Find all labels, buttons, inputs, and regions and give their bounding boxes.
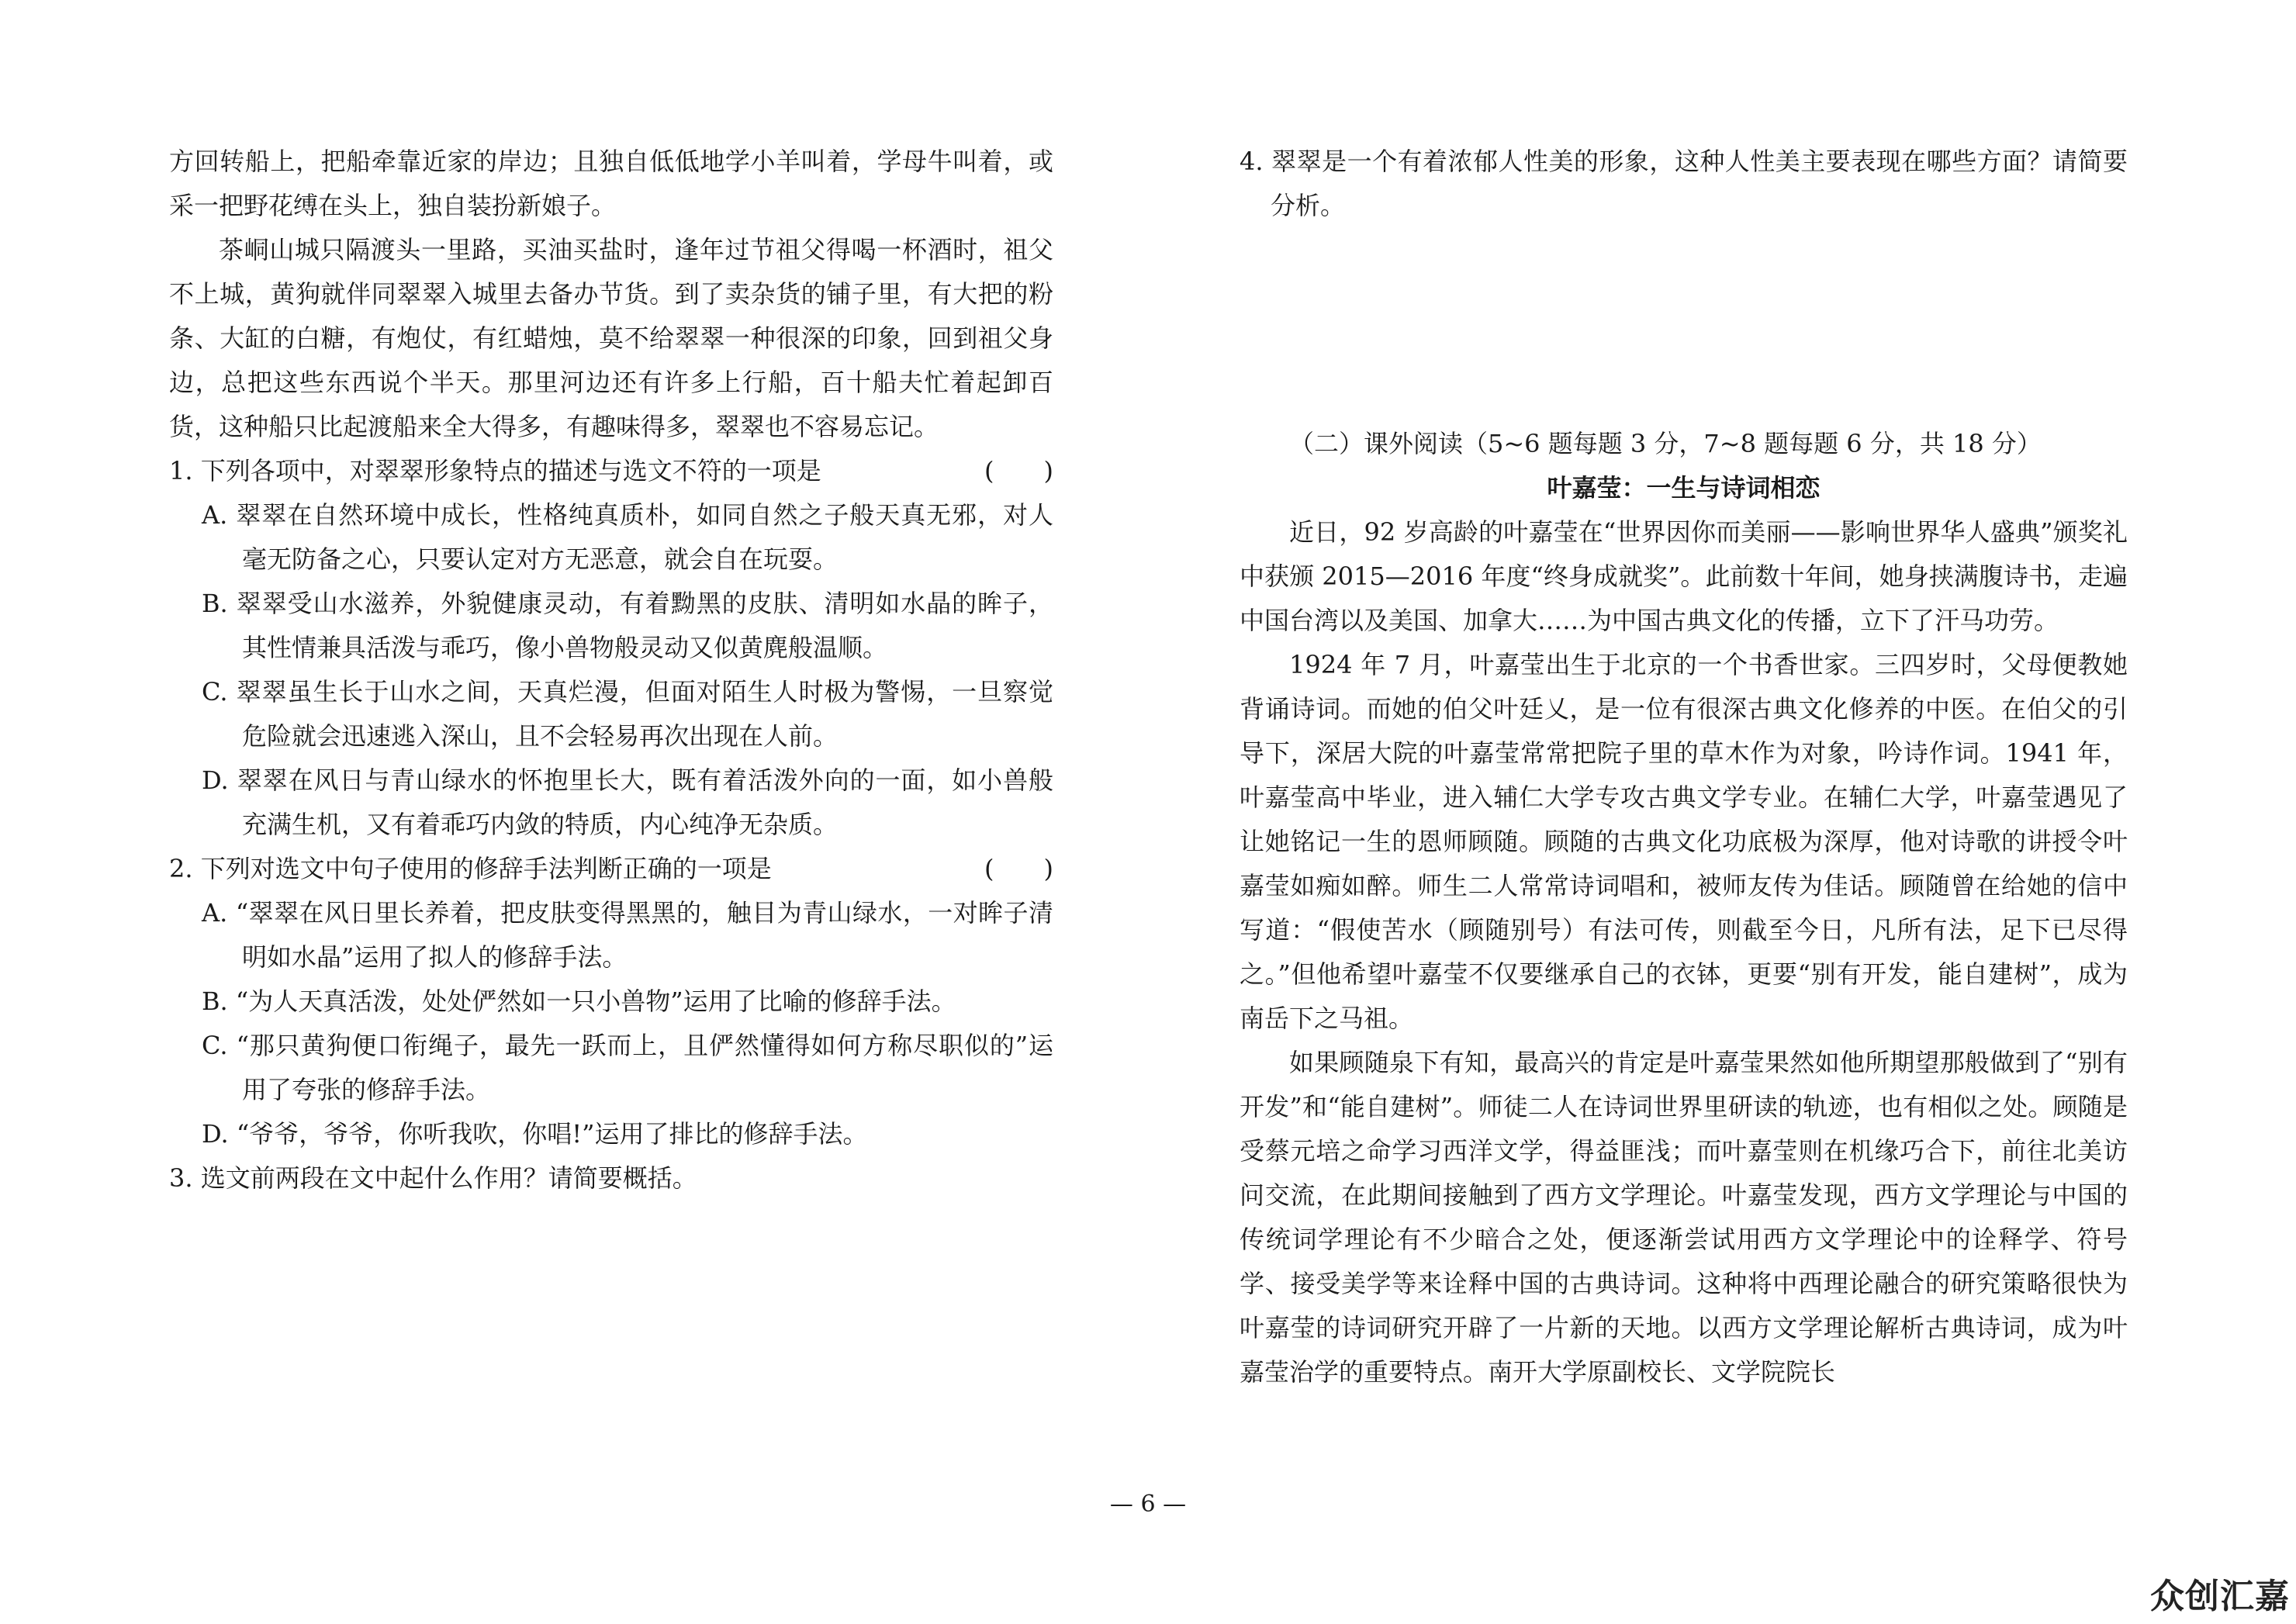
question-2-answer-bracket: ( ) [984,854,1053,883]
article-paragraph-1: 近日，92 岁高龄的叶嘉莹在“世界因你而美丽——影响世界华人盛典”颁奖礼中获颁 2015—2016 年度“终身成就奖”。此前数十年间，她身挟满腹诗书，走遍中国台湾以及美国、加拿大……为中国古典文化的传播，立下了汗马功劳。 [1240,517,2128,635]
passage-paragraph-1: 方回转船上，把船牵靠近家的岸边；且独自低低地学小羊叫着，学母牛叫着，或采一把野花缚在头上，独自装扮新娘子。 [169,147,1053,220]
question-2-option-a: A. “翠翠在风日里长养着，把皮肤变得黑黑的，触目为青山绿水，一对眸子清明如水晶”运用了拟人的修辞手法。 [202,898,1053,972]
left-column [169,140,1053,1201]
question-2-option-b: B. “为人天真活泼，处处俨然如一只小兽物”运用了比喻的修辞手法。 [202,986,956,1016]
question-1-option-c: C. 翠翠虽生长于山水之间，天真烂漫，但面对陌生人时极为警惕，一旦察觉危险就会迅速逃入深山，且不会轻易再次出现在人前。 [202,677,1053,751]
section-heading: （二）课外阅读（5~6 题每题 3 分，7~8 题每题 6 分，共 18 分） [1289,429,2042,458]
question-2-stem [169,847,1053,891]
question-1-option-b: B. 翠翠受山水滋养，外貌健康灵动，有着黝黑的皮肤、清明如水晶的眸子，其性情兼具活泼与乖巧，像小兽物般灵动又似黄麂般温顺。 [202,589,1053,662]
article-title: 叶嘉莹：一生与诗词相恋 [1547,473,1821,503]
passage-paragraph-2: 茶峒山城只隔渡头一里路，买油买盐时，逢年过节祖父得喝一杯酒时，祖父不上城，黄狗就伴同翠翠入城里去备办节货。到了卖杂货的铺子里，有大把的粉条、大缸的白糖，有炮仗，有红蜡烛，莫不给翠翠一种很深的印象，回到祖父身边，总把这些东西说个半天。那里河边还有许多上行船，百十船夫忙着起卸百货，这种船只比起渡船来全大得多，有趣味得多，翠翠也不容易忘记。 [169,235,1053,441]
question-2-option-c: C. “那只黄狗便口衔绳子，最先一跃而上，且俨然懂得如何方称尽职似的”运用了夸张的修辞手法。 [202,1031,1053,1104]
page-number: — 6 — [1109,1491,1187,1518]
question-1-stem [169,449,1053,493]
article-paragraph-3: 如果顾随泉下有知，最高兴的肯定是叶嘉莹果然如他所期望那般做到了“别有开发”和“能自建树”。师徒二人在诗词世界里研读的轨迹，也有相似之处。顾随是受蔡元培之命学习西洋文学，得益匪浅；而叶嘉莹则在机缘巧合下，前往北美访问交流，在此期间接触到了西方文学理论。叶嘉莹发现，西方文学理论与中国的传统词学理论有不少暗合之处，便逐渐尝试用西方文学理论中的诠释学、符号学、接受美学等来诠释中国的古典诗词。这种将中西理论融合的研究策略很快为叶嘉莹的诗词研究开辟了一片新的天地。以西方文学理论解析古典诗词，成为叶嘉莹治学的重要特点。南开大学原副校长、文学院院长 [1240,1048,2128,1387]
watermark-logo: 众创汇嘉 [2150,1577,2290,1616]
question-2-option-d: D. “爷爷，爷爷，你听我吹，你唱!”运用了排比的修辞手法。 [202,1119,868,1149]
question-2-text: 2. 下列对选文中句子使用的修辞手法判断正确的一项是 [169,854,772,883]
question-1-option-d: D. 翠翠在风日与青山绿水的怀抱里长大，既有着活泼外向的一面，如小兽般充满生机，又有着乖巧内敛的特质，内心纯净无杂质。 [202,765,1053,839]
article-paragraph-2: 1924 年 7 月，叶嘉莹出生于北京的一个书香世家。三四岁时，父母便教她背诵诗词。而她的伯父叶廷乂，是一位有很深古典文化修养的中医。在伯父的引导下，深居大院的叶嘉莹常常把院子里的草木作为对象，吟诗作词。1941 年，叶嘉莹高中毕业，进入辅仁大学专攻古典文学专业。在辅仁大学，叶嘉莹遇见了让她铭记一生的恩师顾随。顾随的古典文化功底极为深厚，他对诗歌的讲授令叶嘉莹如痴如醉。师生二人常常诗词唱和，被师友传为佳话。顾随曾在给她的信中写道：“假使苦水（顾随别号）有法可传，则截至今日，凡所有法，足下已尽得之。”但他希望叶嘉莹不仅要继承自己的衣钵，更要“别有开发，能自建树”，成为南岳下之马祖。 [1240,650,2128,1033]
answer-space [1240,228,2128,422]
question-4: 4. 翠翠是一个有着浓郁人性美的形象，这种人性美主要表现在哪些方面？请简要分析。 [1240,147,2128,220]
question-1-text: 1. 下列各项中，对翠翠形象特点的描述与选文不符的一项是 [169,456,821,485]
question-3: 3. 选文前两段在文中起什么作用？请简要概括。 [169,1163,697,1193]
question-1-option-a: A. 翠翠在自然环境中成长，性格纯真质朴，如同自然之子般天真无邪，对人毫无防备之心，只要认定对方无恶意，就会自在玩耍。 [202,500,1053,574]
question-1-answer-bracket: ( ) [984,456,1053,485]
right-column [1240,140,2128,1394]
